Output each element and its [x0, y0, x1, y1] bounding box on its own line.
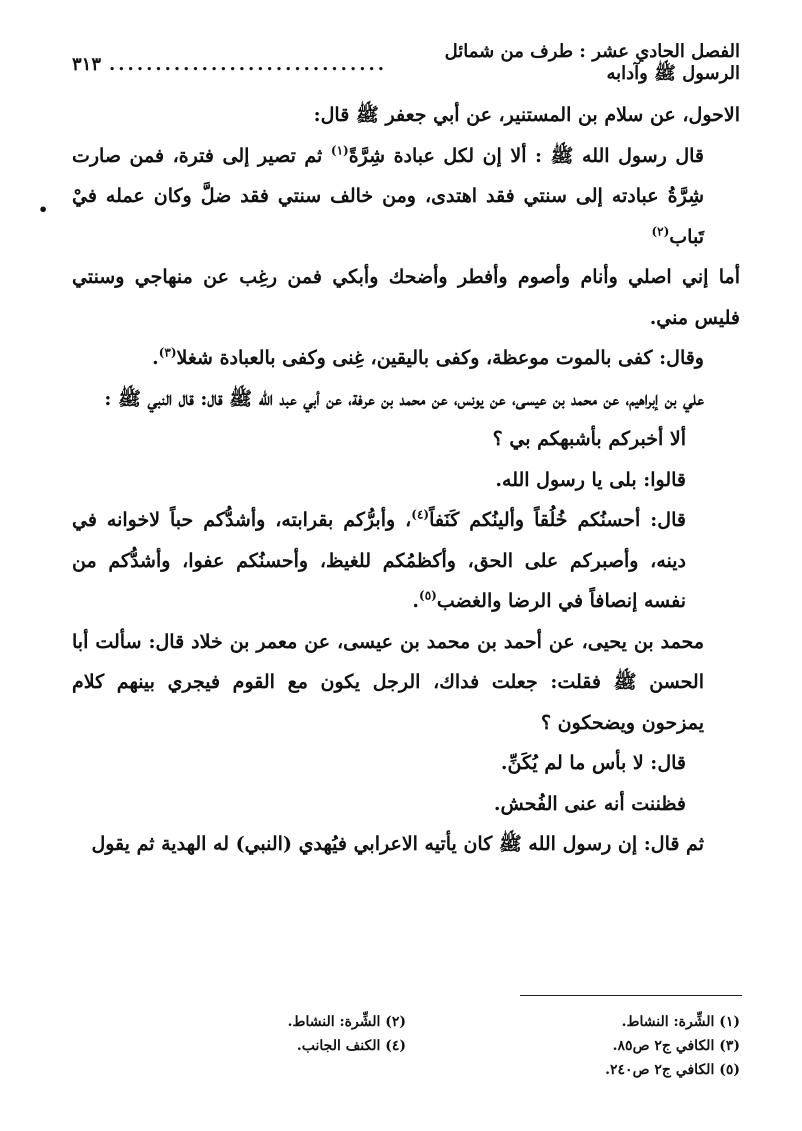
chapter-title: الفصل الحادي عشر : طرف من شمائل الرسول ﷺ وآدابه	[444, 40, 740, 84]
paragraph: الاحول، عن سلام بن المستنير، عن أبي جعفر ﷺ قال:	[313, 104, 740, 126]
paragraph: فظننت أنه عنى الفُحش.	[493, 792, 686, 815]
page-number: ٣١٣	[72, 53, 102, 75]
paragraph: قال: أحسنُكم خُلُقاً وألينُكم كَنَفاً$^{(٤)}$، وأبرُّكم بقرابته، وأشدُّكم حباً لاخوانه في دينه، وأصبركم على الحق، وأكظمُكم للغيظ، وأحسنُكم عفوا، وأشدُّكم من نفسه إنصافاً في الرضا والغضب$^{(٥)}$.	[72, 507, 686, 612]
paragraph: ثم قال: إن رسول الله ﷺ كان يأتيه الاعرابي فيُهدي (النبي) له الهدية ثم يقول	[91, 833, 704, 855]
footnote-ref: (٥)	[419, 588, 437, 603]
footnotes	[72, 1012, 740, 1080]
paragraph-text: وقال: كفى بالموت موعظة، وكفى باليقين، غِنى وكفى بالعبادة شغلا	[176, 347, 704, 369]
footnote: (١) الشِّرة: النشاط.	[621, 1014, 740, 1030]
footnote-separator	[520, 995, 742, 996]
paragraph-text: ثم تصير إلى فترة، فمن صارت شِرَّةُ عبادته إلى سنتي فقد اهتدى، ومن خالف سنتي فقد ضلَّ وكان عمله فيْ تَباب	[72, 144, 704, 248]
paragraph: ألا أخبركم بأشبهكم بي ؟	[492, 428, 686, 450]
paragraph-text: قال: أحسنُكم خُلُقاً وألينُكم كَنَفاً	[429, 509, 686, 531]
running-header	[72, 40, 740, 84]
paragraph-text: قال رسول الله ﷺ : ألا إن لكل عبادة شِرَّةً	[348, 144, 704, 167]
footnote-ref: (٤)	[411, 507, 430, 522]
paragraph-text: ، وأبرُّكم بقرابته، وأشدُّكم حباً لاخوانه في دينه، وأصبركم على الحق، وأكظمُكم للغيظ، وأحسنُكم عفوا، وأشدُّكم من نفسه إنصافاً في الرضا والغضب	[72, 509, 686, 612]
footnote: (٥) الكافي ج٢ ص٢٤٠.	[605, 1062, 740, 1078]
paragraph: وقال: كفى بالموت موعظة، وكفى باليقين، غِنى وكفى بالعبادة شغلا$^{(٣)}$.	[152, 345, 704, 369]
footnote-ref: (٣)	[158, 345, 177, 360]
footnote-ref: (٢)	[651, 224, 670, 239]
paragraph: قالوا: بلى يا رسول الله.	[495, 468, 686, 491]
footnote-ref: (١)	[330, 143, 349, 158]
paragraph: علي بن إبراهيم، عن محمد بن عيسى، عن يونس، عن محمد بن عرفة، عن أبي عبد الله ﷺ قال: قال النبي ﷺ :	[104, 387, 704, 410]
paragraph: أما إني اصلي وأنام وأصوم وأفطر وأضحك وأبكي فمن رغِب عن منهاجي وسنتي فليس مني.	[72, 266, 740, 329]
paragraph: محمد بن يحيى، عن أحمد بن محمد بن عيسى، عن معمر بن خلاد قال: سألت أبا الحسن ﷺ فقلت: جعلت فداك، الرجل يكون مع القوم فيجري بينهم كلام يمزحون ويضحكون ؟	[72, 630, 705, 734]
footnote: (٣) الكافي ج٢ ص٨٥.	[612, 1038, 740, 1054]
header-leader-dots: ..............................	[109, 53, 388, 75]
footnote: (٤) الكنف الجانب.	[296, 1038, 406, 1054]
paragraph	[72, 136, 740, 258]
footnote: (٢) الشِّرة: النشاط.	[287, 1014, 406, 1030]
main-text	[72, 95, 740, 865]
paragraph: قال: لا بأس ما لم يُكَنِّ.	[500, 752, 686, 774]
margin-mark: •	[38, 200, 49, 219]
